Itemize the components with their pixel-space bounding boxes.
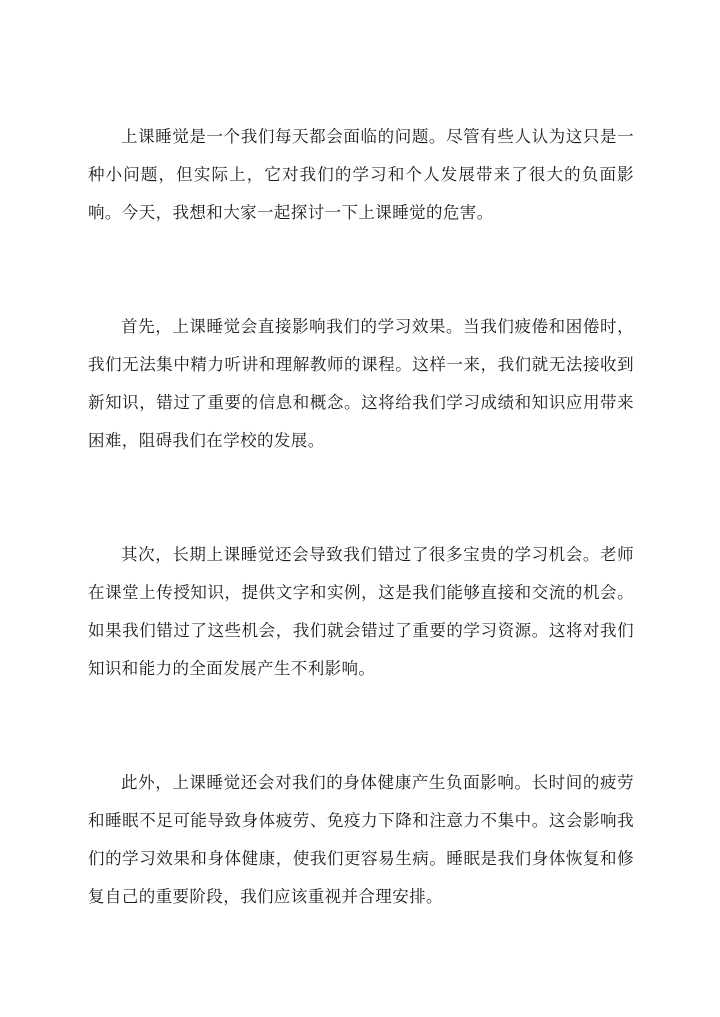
- paragraph-second-point: 其次，长期上课睡觉还会导致我们错过了很多宝贵的学习机会。老师在课堂上传授知识，提供文字和实例，这是我们能够直接和交流的机会。如果我们错过了这些机会，我们就会错过了重要的学习资源。这将对我们知识和能力的全面发展产生不利影响。: [88, 545, 634, 678]
- paragraph-first-point: 首先，上课睡觉会直接影响我们的学习效果。当我们疲倦和困倦时，我们无法集中精力听讲和理解教师的课程。这样一来，我们就无法接收到新知识，错过了重要的信息和概念。这将给我们学习成绩和知识应用带来困难，阻碍我们在学校的发展。: [88, 317, 634, 450]
- paragraph-third-point: 此外，上课睡觉还会对我们的身体健康产生负面影响。长时间的疲劳和睡眠不足可能导致身体疲劳、免疫力下降和注意力不集中。这会影响我们的学习效果和身体健康，使我们更容易生病。睡眠是我们身体恢复和修复自己的重要阶段，我们应该重视并合理安排。: [88, 773, 634, 906]
- paragraph-intro: 上课睡觉是一个我们每天都会面临的问题。尽管有些人认为这只是一种小问题，但实际上，它对我们的学习和个人发展带来了很大的负面影响。今天，我想和大家一起探讨一下上课睡觉的危害。: [88, 127, 634, 222]
- document-body: [88, 118, 634, 916]
